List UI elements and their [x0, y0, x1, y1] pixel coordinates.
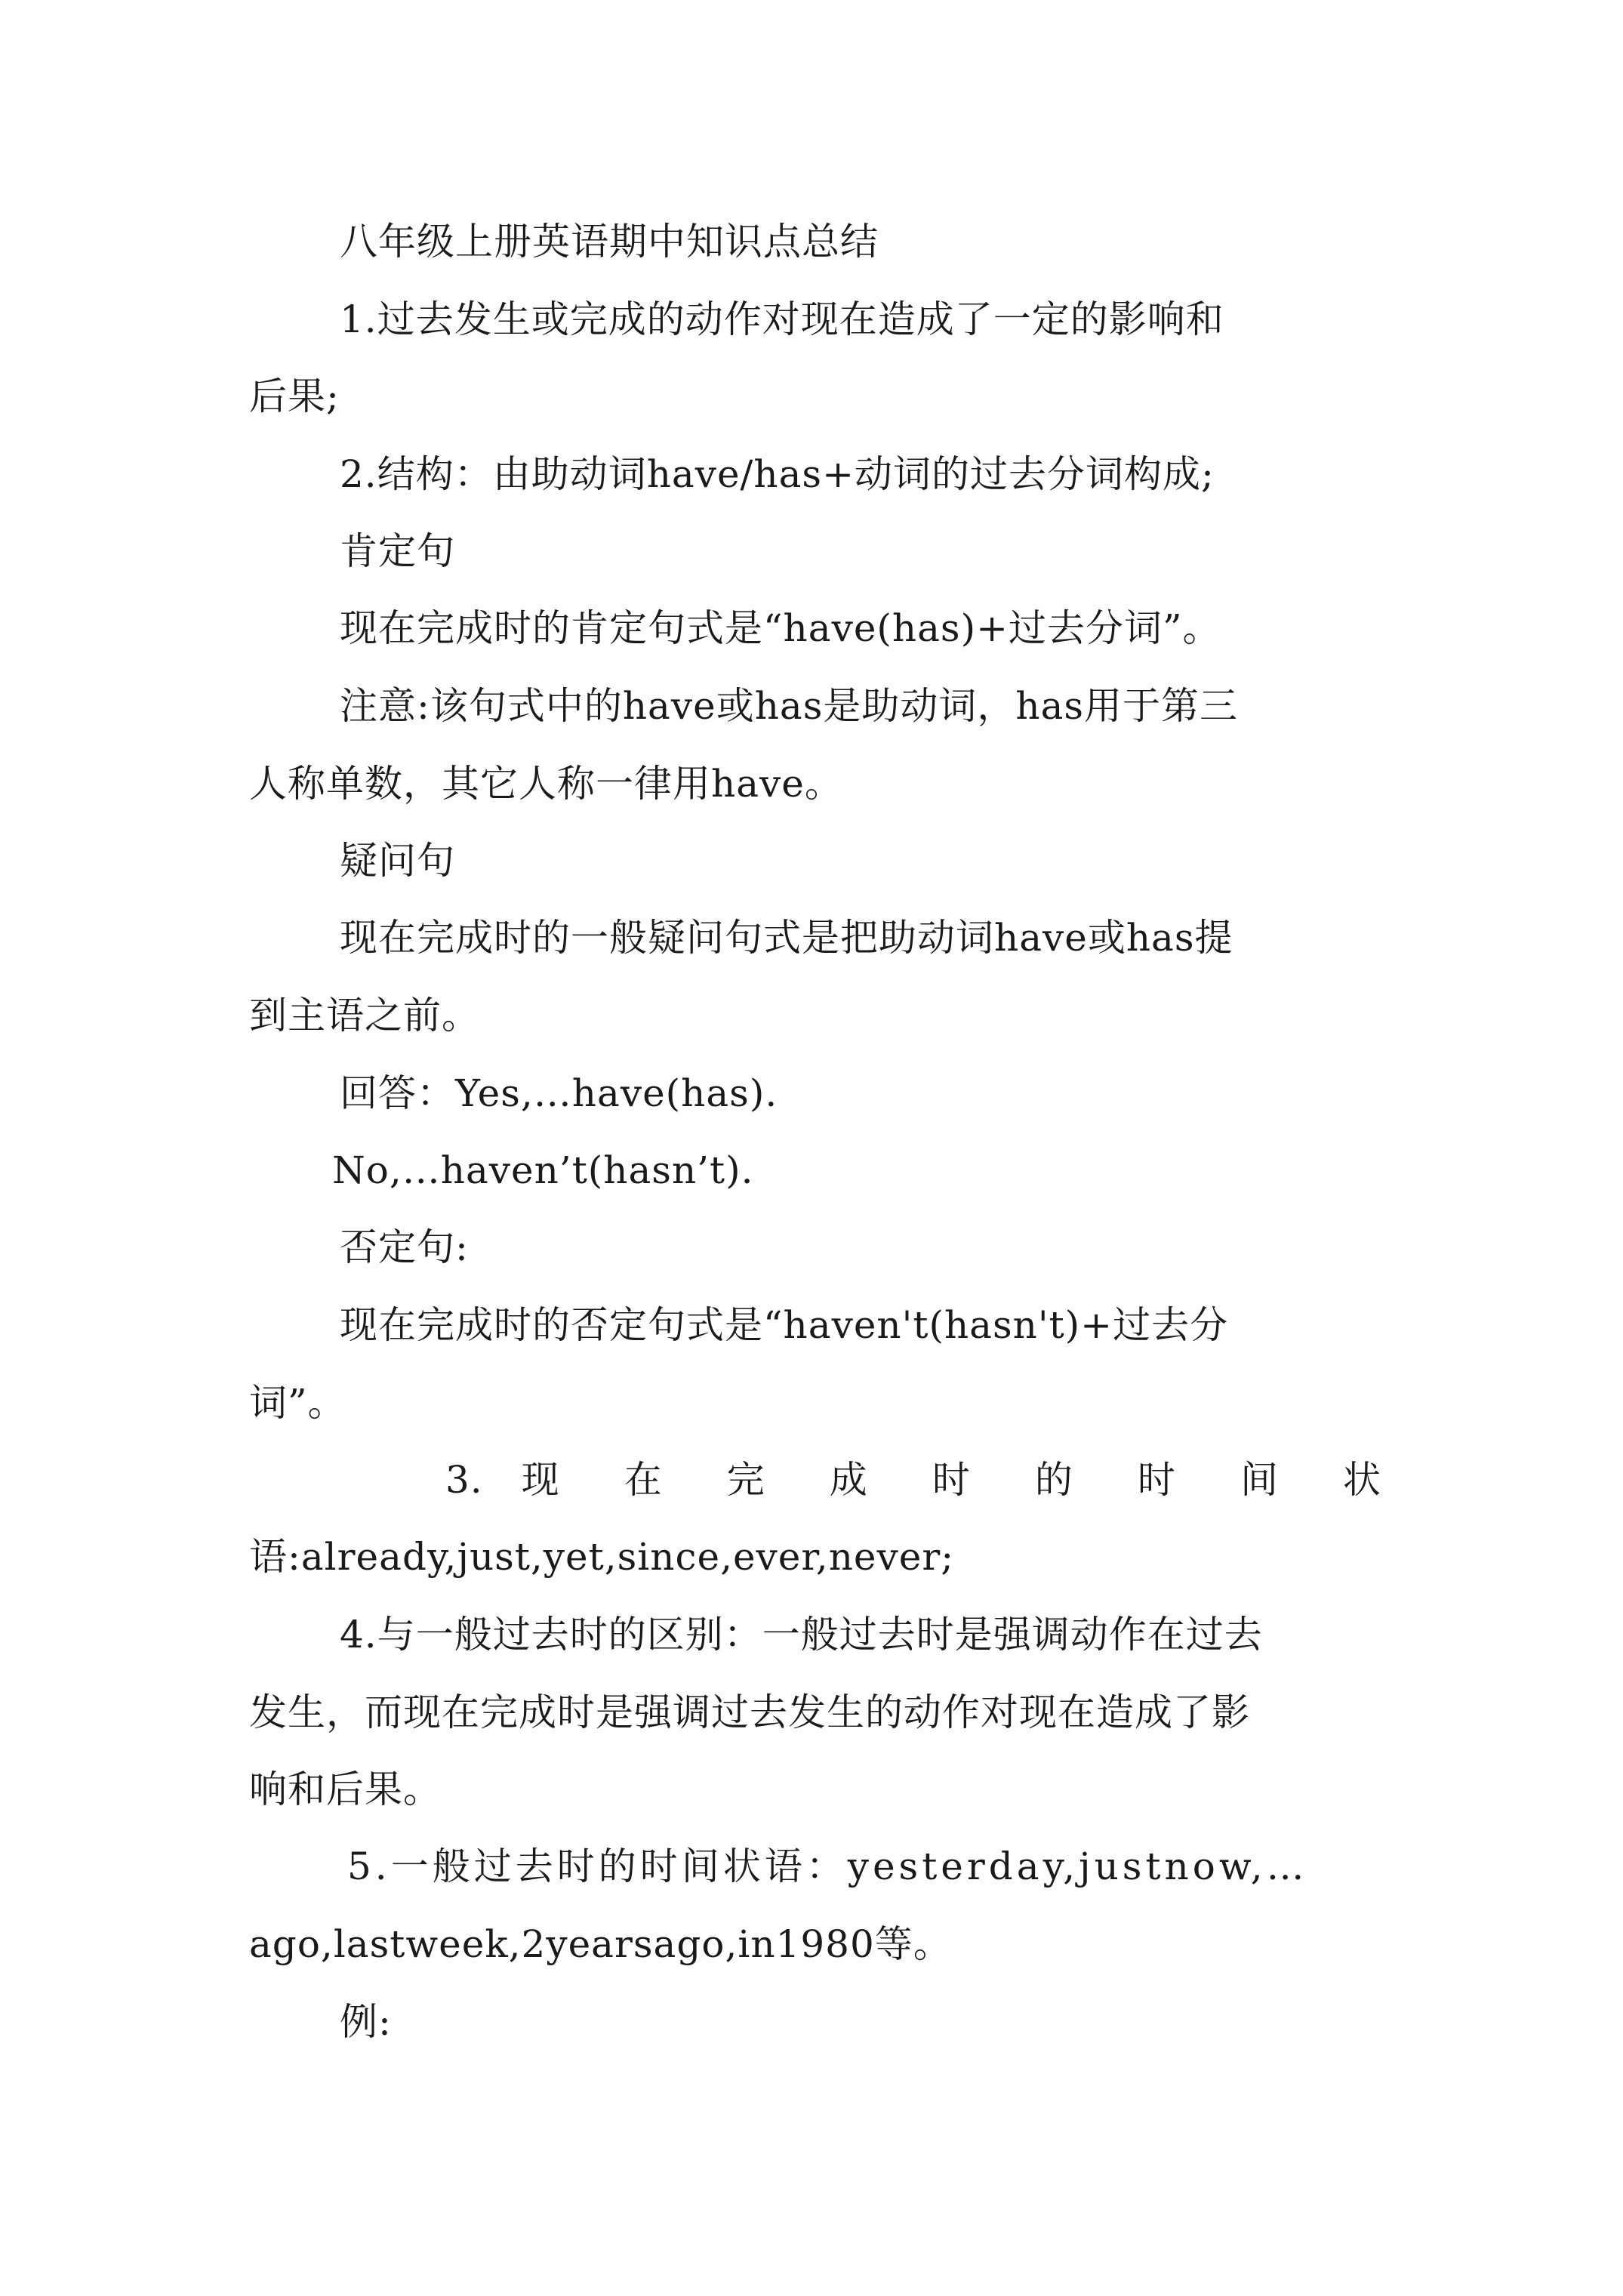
heading-interrogative: 疑问句 [340, 839, 455, 883]
paragraph-3-line-1: 3. 现 在 完 成 时 的 时 间 状 [445, 1458, 1381, 1502]
paragraph-note-line-2: 人称单数，其它人称一律用have。 [249, 762, 843, 806]
paragraph-answer-no: No,…haven’t(hasn’t). [332, 1148, 754, 1192]
paragraph-4-line-2: 发生，而现在完成时是强调过去发生的动作对现在造成了影 [249, 1690, 1250, 1734]
paragraph-example: 例: [340, 2000, 392, 2044]
paragraph-answer-yes: 回答：Yes,…have(has). [340, 1071, 778, 1115]
paragraph-3-line-2: 语:already,just,yet,since,ever,never; [249, 1535, 955, 1579]
paragraph-1-line-2: 后果; [249, 374, 340, 418]
paragraph-affirmative-form: 现在完成时的肯定句式是“have(has)+过去分词”。 [340, 606, 1221, 650]
paragraph-5-line-2: ago,lastweek,2yearsago,in1980等。 [249, 1922, 952, 1966]
paragraph-negative-line-2: 词”。 [249, 1381, 346, 1425]
paragraph-interrogative-line-1: 现在完成时的一般疑问句式是把助动词have或has提 [340, 916, 1233, 960]
paragraph-1-line-1: 1.过去发生或完成的动作对现在造成了一定的影响和 [340, 297, 1224, 341]
heading-negative: 否定句: [340, 1225, 469, 1269]
paragraph-2-line-1: 2.结构：由助动词have/has+动词的过去分词构成; [340, 452, 1215, 496]
paragraph-interrogative-line-2: 到主语之前。 [249, 994, 480, 1037]
document-title: 八年级上册英语期中知识点总结 [340, 220, 879, 264]
paragraph-5-line-1: 5.一般过去时的时间状语：yesterday,justnow,… [347, 1845, 1308, 1888]
paragraph-note-line-1: 注意:该句式中的have或has是助动词，has用于第三 [340, 684, 1239, 728]
paragraph-negative-line-1: 现在完成时的否定句式是“haven't(hasn't)+过去分 [340, 1303, 1229, 1347]
heading-affirmative: 肯定句 [340, 529, 455, 573]
paragraph-4-line-3: 响和后果。 [249, 1767, 442, 1811]
paragraph-4-line-1: 4.与一般过去时的区别：一般过去时是强调动作在过去 [340, 1613, 1263, 1657]
